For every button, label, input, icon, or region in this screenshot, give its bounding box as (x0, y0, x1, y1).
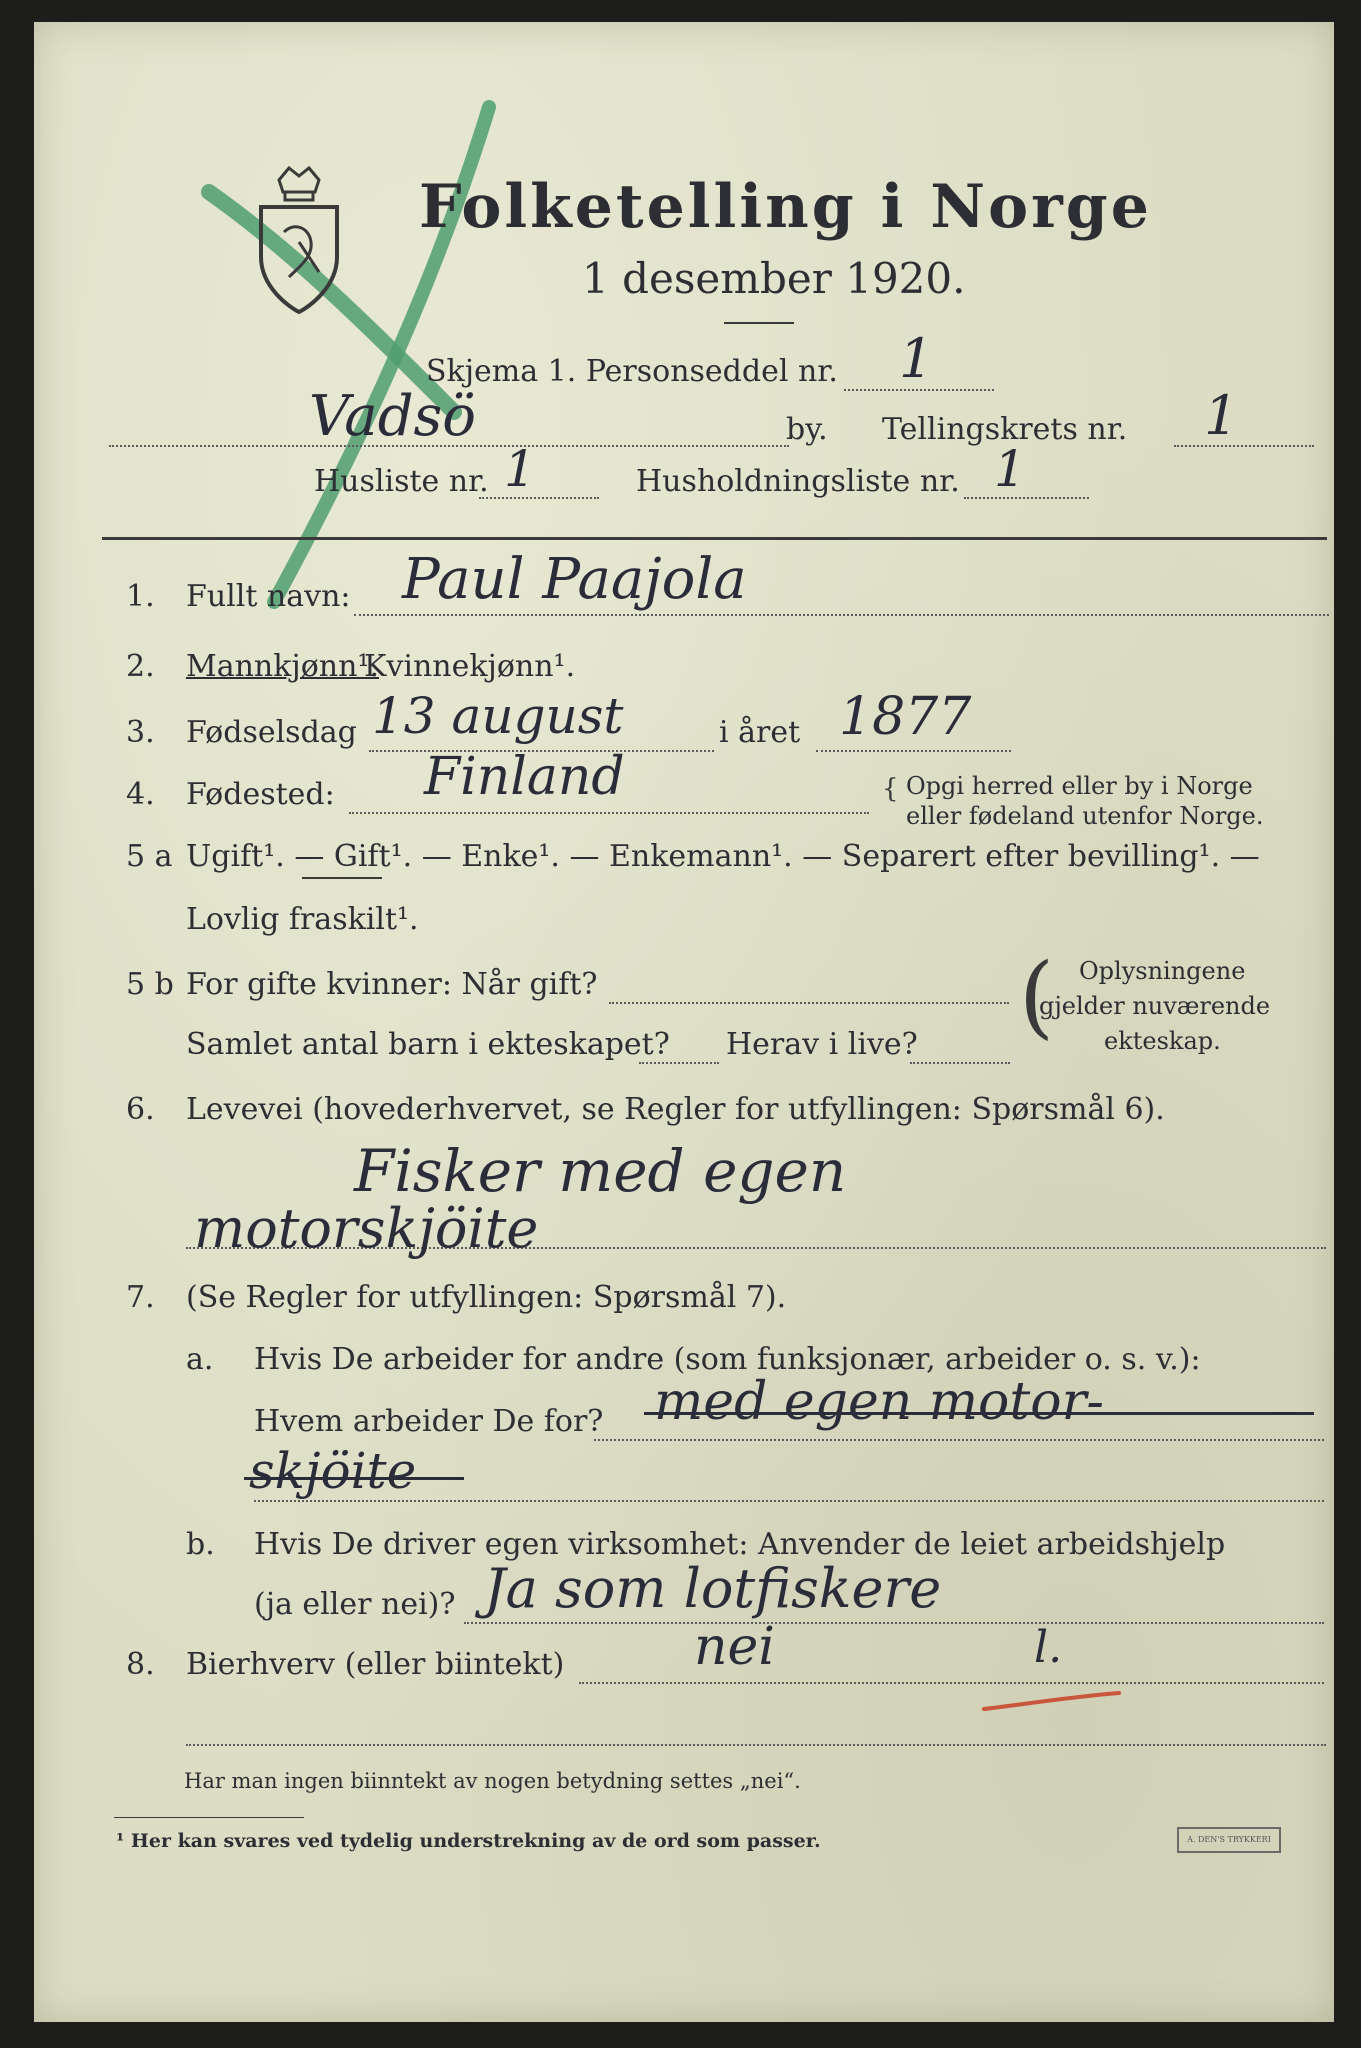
q7b-line2: (ja eller nei)? (254, 1587, 456, 1622)
q7b-line1: Hvis De driver egen virksomhet: Anvender de leiet arbeidshjelp (254, 1527, 1226, 1562)
husliste-label: Husliste nr. (314, 464, 489, 499)
q7a-letter: a. (186, 1342, 214, 1377)
red-pencil-mark (979, 1687, 1129, 1717)
q7-number: 7. (126, 1280, 155, 1315)
q7b-line (464, 1622, 1324, 1624)
q3-value: 13 august (372, 687, 624, 745)
q5a-line1: Ugift¹. — Gift¹. — Enke¹. — Enkemann¹. — Separert efter bevilling¹. — (186, 839, 1260, 874)
q8-label: Bierhverv (eller biintekt) (186, 1647, 565, 1682)
q7a-line (594, 1439, 1324, 1441)
q4-label: Fødested: (186, 777, 335, 812)
q1-line (354, 614, 1329, 616)
q5b-children-line (639, 1062, 719, 1064)
q7a-line2: Hvem arbeider De for? (254, 1404, 604, 1439)
q2-male-option: Mannkjønn¹. (186, 649, 379, 684)
census-form-sheet (34, 22, 1334, 2022)
q6-value-line2: motorskjöite (194, 1197, 539, 1260)
q5b-children-label: Samlet antal barn i ekteskapet? (186, 1027, 670, 1062)
q4-note-line1: Opgi herred eller by i Norge (906, 772, 1253, 800)
husliste-value: 1 (504, 440, 536, 498)
q4-value: Finland (424, 747, 625, 807)
q2-female-option: Kvinnekjønn¹. (364, 649, 576, 684)
q5b-number: 5 b (126, 967, 174, 1002)
q4-note-line2: eller fødeland utenfor Norge. (906, 802, 1264, 830)
husholdning-line (964, 497, 1089, 499)
q5a-gift-underline (302, 877, 382, 879)
q7-label: (Se Regler for utfyllingen: Spørsmål 7). (186, 1280, 787, 1315)
footer-note: Har man ingen biinntekt av nogen betydning settes „nei“. (184, 1769, 801, 1793)
husholdning-value: 1 (994, 440, 1026, 498)
q3-label: Fødselsdag (186, 715, 357, 750)
q3-year-line (816, 750, 1011, 752)
q7a-value-line2: skjöite (249, 1442, 417, 1500)
footnote: ¹ Her kan svares ved tydelig understrekning av de ord som passer. (116, 1830, 821, 1852)
q7b-value: Ja som lotfiskere (484, 1557, 942, 1620)
q7a-value-line1: med egen motor- (654, 1372, 1104, 1432)
q8-line (579, 1682, 1324, 1684)
tellingskrets-value: 1 (1204, 384, 1239, 447)
q8-mark: l. (1034, 1622, 1063, 1673)
q5b-note-line1: Oplysningene (1079, 957, 1246, 985)
q5b-note-brace: ( (1019, 944, 1055, 1049)
q3-year-label: i året (719, 715, 801, 750)
q8-number: 8. (126, 1647, 155, 1682)
q2-number: 2. (126, 649, 155, 684)
by-label: by. (786, 412, 828, 447)
q5b-line1: For gifte kvinner: Når gift? (186, 967, 598, 1002)
q7a-line2-dots (254, 1500, 1324, 1502)
husholdning-label: Husholdningsliste nr. (636, 464, 960, 499)
tellingskrets-line (1174, 445, 1314, 447)
q8-value: nei (694, 1617, 775, 1677)
by-value: Vadsö (309, 384, 476, 449)
q1-value: Paul Paajola (402, 547, 747, 612)
q3-number: 3. (126, 715, 155, 750)
form-title: Folketelling i Norge (419, 172, 1152, 242)
norway-coat-of-arms-icon (249, 162, 349, 322)
q1-label: Fullt navn: (186, 579, 351, 614)
q5a-line2: Lovlig fraskilt¹. (186, 902, 419, 937)
header-rule (102, 537, 1327, 540)
q7a-strikethrough-1 (644, 1412, 1314, 1415)
q3-year-value: 1877 (839, 687, 972, 747)
footnote-rule (114, 1817, 304, 1818)
q5b-married-line (609, 1002, 1009, 1004)
q5b-alive-line (910, 1062, 1010, 1064)
printer-stamp: A. DEN'S TRYKKERI (1177, 1827, 1281, 1853)
q8-extra-line (186, 1744, 1326, 1746)
tellingskrets-label: Tellingskrets nr. (882, 412, 1128, 447)
q7b-letter: b. (186, 1527, 215, 1562)
q5a-number: 5 a (126, 839, 173, 874)
q5b-note-line3: ekteskap. (1104, 1027, 1221, 1055)
title-divider (724, 322, 794, 324)
q6-number: 6. (126, 1092, 155, 1127)
q5b-note-line2: gjelder nuværende (1039, 992, 1271, 1020)
q4-number: 4. (126, 777, 155, 812)
q4-note-brace: { (882, 774, 899, 804)
q6-label: Levevei (hovederhvervet, se Regler for utfyllingen: Spørsmål 6). (186, 1092, 1165, 1127)
form-date: 1 desember 1920. (582, 254, 966, 303)
q7a-strikethrough-2 (244, 1477, 464, 1480)
skjema-label: Skjema 1. Personseddel nr. (426, 354, 838, 389)
q5b-alive-label: Herav i live? (726, 1027, 918, 1062)
q6-value-line1: Fisker med egen (354, 1137, 847, 1205)
q1-number: 1. (126, 579, 155, 614)
husliste-line (479, 497, 599, 499)
skjema-nr-value: 1 (899, 327, 934, 390)
q4-line (349, 812, 869, 814)
q7a-line1: Hvis De arbeider for andre (som funksjonær, arbeider o. s. v.): (254, 1342, 1201, 1377)
